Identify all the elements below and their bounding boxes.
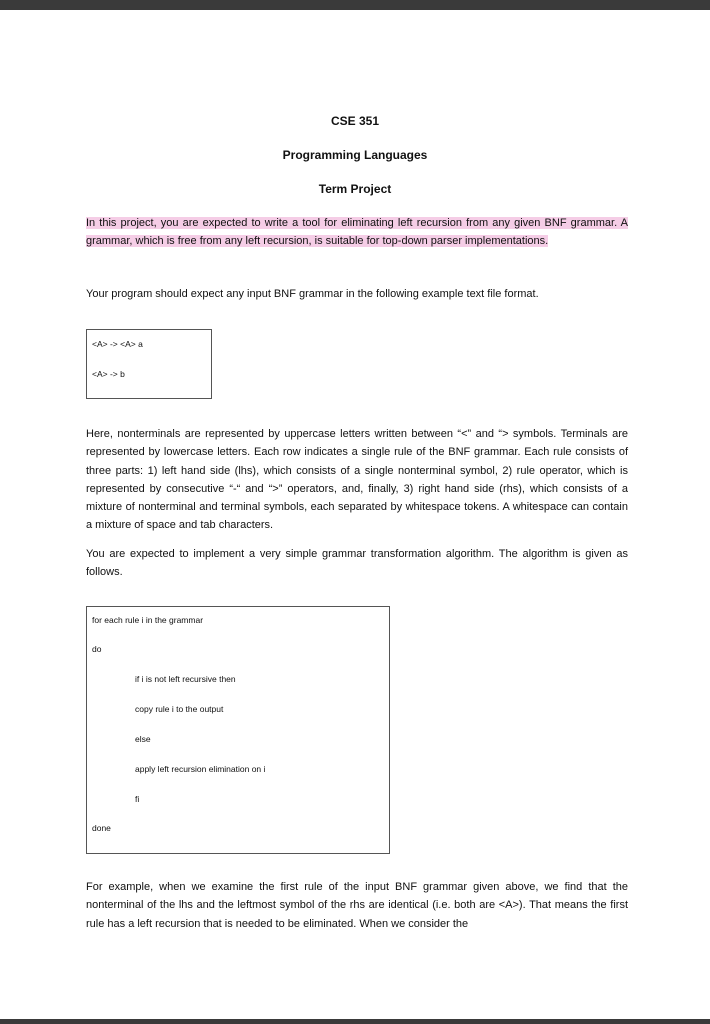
- algorithm-line-7: fi: [135, 794, 140, 804]
- nonterminals-paragraph: Here, nonterminals are represented by uppercase letters written between “<” and “> symbols. Terminals are represented by lowercase letters. Each row indicates a single rule of the BNF grammar. Each rule consists of three parts: 1) left hand side (lhs), which consists of a single nonterminal symbol, 2) rule operator, which is represented by consecutive “-“ and “>” operators, and, finally, 3) right hand side (rhs), which consists of a mixture of nonterminal and terminal symbols, each separated by whitespace tokens. A whitespace can contain a mixture of space and tab characters.: [86, 428, 628, 532]
- document-page: [0, 10, 710, 1019]
- algorithm-line-5: else: [135, 734, 151, 744]
- window-top-bar: [0, 0, 710, 10]
- example-paragraph: For example, when we examine the first rule of the input BNF grammar given above, we find that the nonterminal of the lhs and the leftmost symbol of the rhs are identical (i.e. both are <A>). That means the first rule has a left recursion that is needed to be eliminated. When we consider the: [86, 881, 628, 930]
- algorithm-box: [86, 606, 390, 854]
- window-bottom-bar: [0, 1019, 710, 1024]
- document-title: Term Project: [318, 182, 392, 196]
- algorithm-line-8: done: [92, 823, 111, 833]
- intro-paragraph: [86, 214, 628, 251]
- algorithm-line-4: copy rule i to the output: [135, 704, 224, 714]
- course-subject: Programming Languages: [282, 148, 428, 162]
- algorithm-line-1: for each rule i in the grammar: [92, 615, 204, 625]
- grammar-rule-1: <A> -> <A> a: [92, 339, 143, 349]
- format-paragraph: Your program should expect any input BNF grammar in the following example text file format.: [86, 288, 539, 300]
- algorithm-intro-paragraph: You are expected to implement a very simple grammar transformation algorithm. The algorithm is given as follows.: [86, 548, 628, 579]
- course-code: CSE 351: [330, 114, 380, 128]
- intro-highlight: In this project, you are expected to write a tool for eliminating left recursion from any given BNF grammar. A grammar, which is free from any left recursion, is suitable for top-down parser implementations.: [86, 217, 628, 248]
- algorithm-line-2: do: [92, 644, 102, 654]
- grammar-rule-2: <A> -> b: [92, 369, 125, 379]
- algorithm-line-3: if i is not left recursive then: [135, 674, 236, 684]
- algorithm-line-6: apply left recursion elimination on i: [135, 764, 266, 774]
- example-grammar-box: [86, 329, 212, 399]
